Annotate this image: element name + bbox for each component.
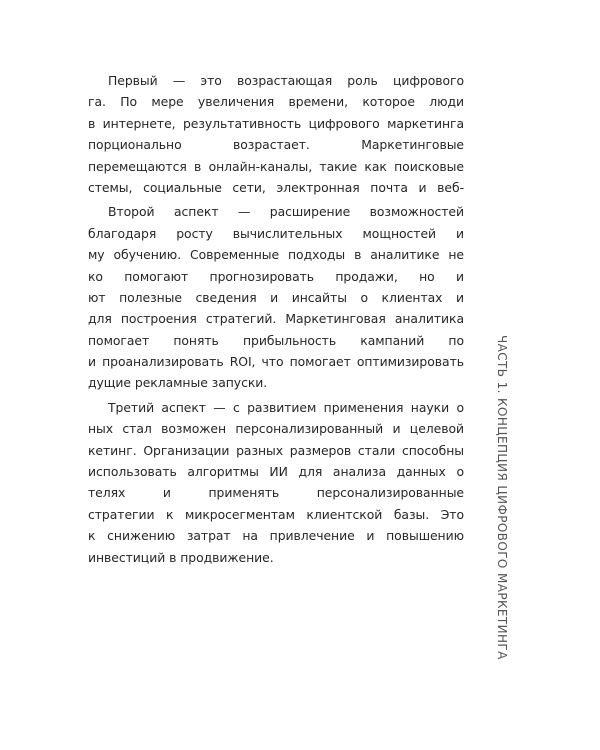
text-line: порционально возрастает. Маркетинговые [88,137,464,153]
text-line-last: инвестиций в продвижение. [88,549,274,565]
text-line: ко помогают прогнозировать продажи, но и [88,268,464,284]
paragraph-3 [88,397,464,568]
text-line: использовать алгоритмы ИИ для анализа данных о [88,464,464,480]
text-line: к снижению затрат на привлечение и повышению [88,528,464,544]
text-line: и проанализировать ROI, что помогает оптимизировать [88,354,464,370]
text-line: Третий аспект — с развитием применения науки о [108,399,464,415]
text-line: Второй аспект — расширение возможностей [108,204,464,220]
text-line: перемещаются в онлайн-каналы, такие как поисковые [88,158,464,174]
text-line: помогает понять прибыльность кампаний по [88,332,464,348]
text-line: телях и применять персонализированные [88,485,464,501]
paragraph-1 [88,70,464,198]
text-line: в интернете, результативность цифрового маркетинга [88,115,464,131]
text-line: Первый — это возрастающая роль цифрового [108,73,464,88]
text-line: стратегии к микросегментам клиентской базы. Это [88,506,464,522]
text-line: благодаря росту вычислительных мощностей и [88,225,464,241]
body-text [88,70,464,568]
text-line: га. По мере увеличения времени, которое люди [88,94,464,110]
text-line-last: дущие рекламные запуски. [88,375,268,391]
text-line: для построения стратегий. Маркетинговая аналитика [88,311,464,327]
running-head: ЧАСТЬ 1. КОНЦЕПЦИЯ ЦИФРОВОГО МАРКЕТИНГА [495,335,509,660]
text-line: му обучению. Современные подходы в аналитике не [88,247,464,263]
text-line: ют полезные сведения и инсайты о клиентах и [88,289,464,305]
text-line: стемы, социальные сети, электронная почта и веб- [88,179,464,195]
paragraph-2 [88,201,464,394]
text-line: кетинг. Организации разных размеров стали способны [88,442,464,458]
text-line: ных стал возможен персонализированный и целевой [88,421,464,437]
